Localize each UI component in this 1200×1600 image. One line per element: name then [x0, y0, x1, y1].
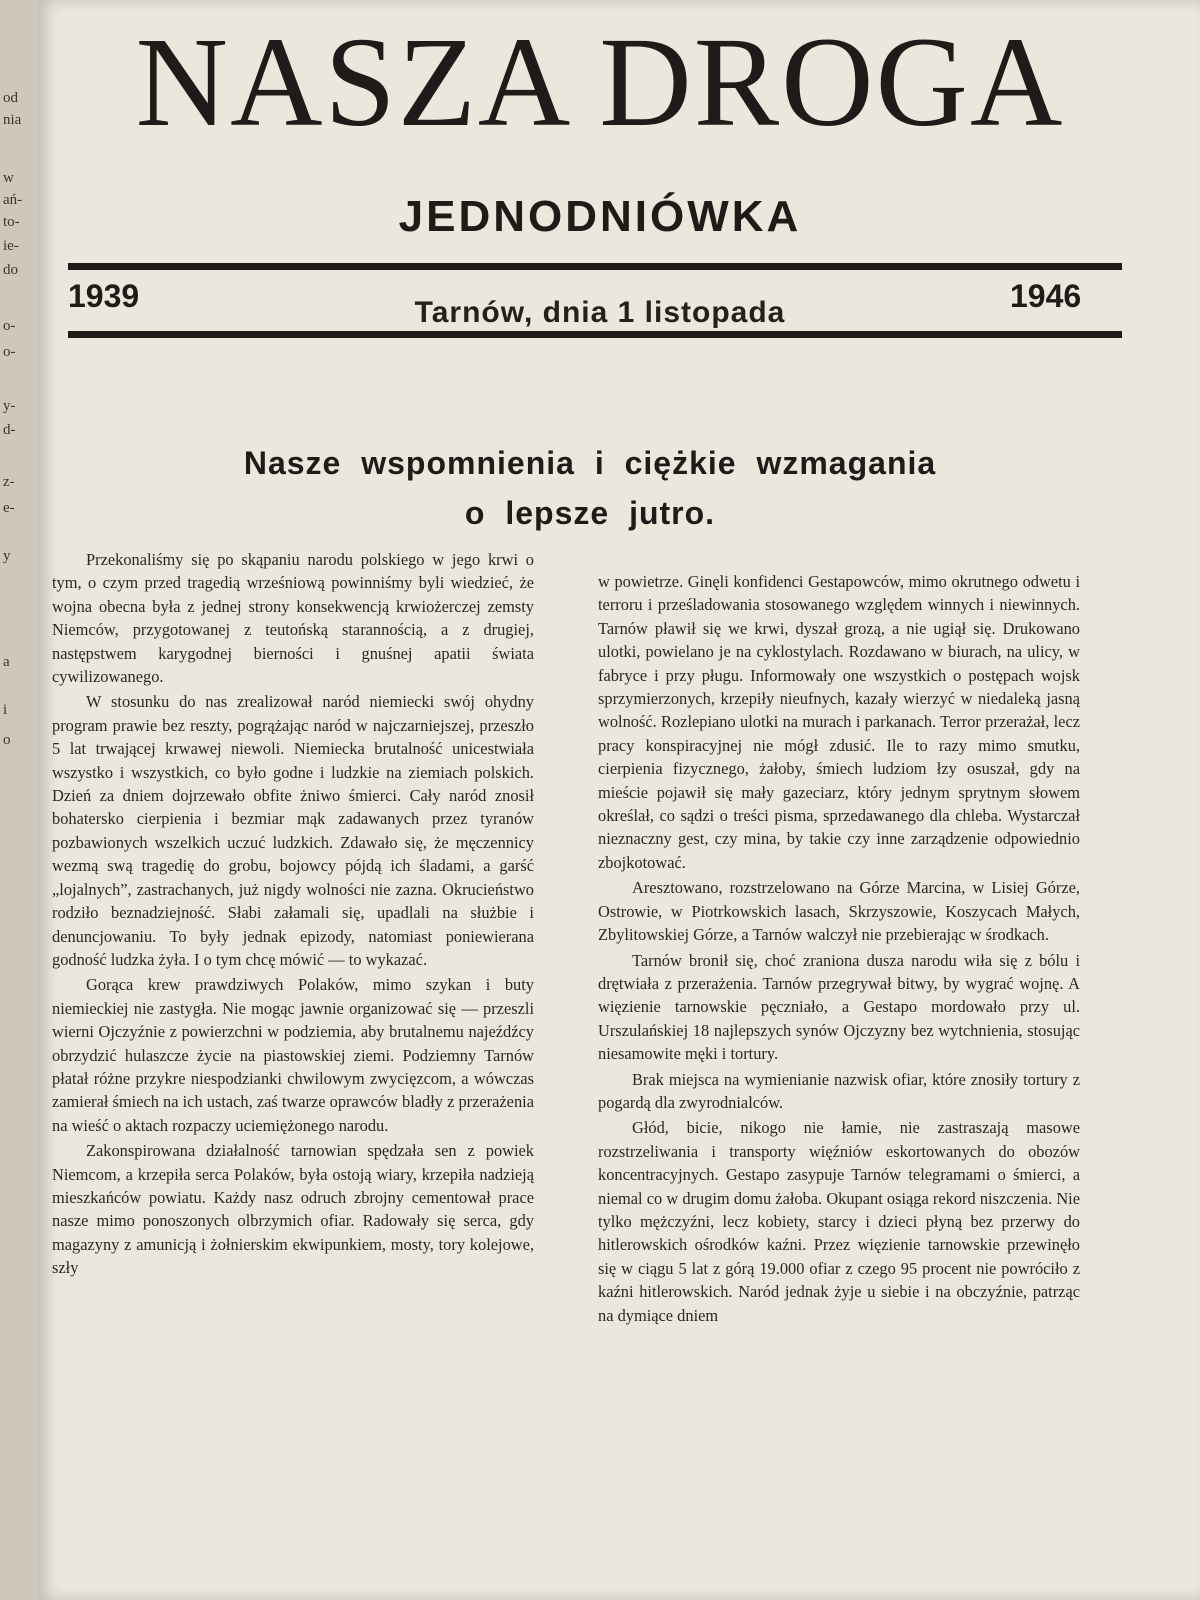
margin-fragment: od	[3, 90, 18, 106]
margin-fragment: y-	[3, 398, 16, 414]
paragraph: Aresztowano, rozstrzelowano na Górze Marcina, w Lisiej Górze, Ostrowie, w Piotrkowskich lasach, Skrzyszowie, Koszycach Małych, Zbylitowskiej Górze, a Tarnów walczył nie przebierając w środkach.	[598, 878, 1080, 945]
article-column-right	[598, 570, 1080, 1329]
margin-fragment: ie-	[3, 238, 19, 254]
margin-fragment: ań-	[3, 192, 23, 208]
paragraph: Zakonspirowana działalność tarnowian spędzała sen z powiek Niemcom, a krzepiła serca Polaków, była ostoją wiary, krzepiła nadzieją mieszkańców powiatu. Każdy nasz odruch zbrojny cementował prace nasze mimo ponoszonych olbrzymich ofiar. Radowały się serca, gdy magazyny z amunicją i żołnierskim ekwipunkiem, mosty, tory kolejowe, szły	[52, 1141, 534, 1278]
margin-fragment: i	[3, 702, 8, 718]
previous-page-margin	[0, 0, 38, 1600]
margin-fragment: o	[3, 732, 11, 748]
margin-fragment: w	[3, 170, 14, 186]
article-headline	[150, 438, 1030, 538]
margin-fragment: nia	[3, 112, 22, 128]
paragraph: W stosunku do nas zrealizował naród niemiecki swój ohydny program prawie bez reszty, pogrążając naród w najczarniejszej, przeszło 5 lat trwającej krwawej niewoli. Niemiecka brutalność unicestwiała wszystko i wszystkich, co było godne i ludzkie na ziemiach polskich. Dzień za dniem dojrzewało obfite żniwo śmierci. Cały naród znosił bohatersko cierpienia i bezmiar mąk zadawanych przez tyranów pozbawionych wszelkich uczuć ludzkich. Zdawało się, że męczennicy wezmą swą tragedię do grobu, bojowcy pójdą ich śladami, a garść „lojalnych”, zastrachanych, już nigdy wolności nie zazna. Okrucieństwo rodziło beznadziejność. Słabi załamali się, upadlali na służbie i denuncjowaniu. To były jednak epizody, natomiast poniewierana godność ludzka żyła. I o tym chcę mówić — to wykazać.	[52, 692, 534, 969]
margin-fragment: o-	[3, 344, 16, 360]
margin-fragment: d-	[3, 422, 16, 438]
paragraph: Przekonaliśmy się po skąpaniu narodu polskiego w jego krwi o tym, o czym przed tragedią wrześniową powinniśmy byli wiedzieć, że wojna obecna była z jednej strony konsekwencją krwiożerczej zemsty Niemców, przygotowanej z teutońską starannością, a z drugiej, następstwem karygodnej bierności i gnuśnej apatii świata cywilizowanego.	[52, 550, 534, 687]
margin-fragment: z-	[3, 474, 15, 490]
margin-fragment: to-	[3, 214, 20, 230]
paragraph: w powietrze. Ginęli konfidenci Gestapowców, mimo okrutnego odwetu i terroru i prześladowania stosowanego względem winnych i niewinnych. Tarnów pławił się we krwi, dyszał grozą, a nie ugiął się. Drukowano ulotki, powielano je na cyklostylach. Rozdawano w biurach, na ulicy, w fabryce i przy pługu. Informowały one wszystkich o postępach wojsk sprzymierzonych, krzepiły nieufnych, kazały wierzyć w niedaleką jasną wolność. Rozlepiano ulotki na murach i parkanach. Terror przerażał, lecz pracy konspiracyjnej nie mógł zdusić. Ile to razy mimo smutku, cierpienia fizycznego, żałoby, śmiech ludziom łzy osuszał, gdy na mieście pojawił się mały gazeciarz, który jednym sprytnym słowem określał, co sądzi o treści pisma, sprzedawanego dla chleba. Wystarczał nieznaczny gest, czy mina, by takie czy inne zarządzenie odpowiednio zbojkotować.	[598, 572, 1080, 872]
headline-line-2: o lepsze jutro.	[464, 495, 716, 531]
margin-fragment: a	[3, 654, 10, 670]
margin-fragment: o-	[3, 318, 16, 334]
article-column-left	[52, 548, 534, 1282]
masthead-title: NASZA DROGA	[135, 11, 1065, 153]
dateline: Tarnów, dnia 1 listopada	[414, 296, 786, 329]
headline-line-1: Nasze wspomnienia i ciężkie wzmagania	[243, 445, 937, 481]
paragraph: Głód, bicie, nikogo nie łamie, nie zastraszają masowe rozstrzeliwania i transporty więźniów eskortowanych do obozów koncentracyjnych. Gestapo zasypuje Tarnów telegramami o śmierci, a niemal co w drugim domu żałoba. Okupant osiąga rekord niszczenia. Nie tylko mężczyźni, lecz kobiety, starcy i dzieci płyną bez przerwy do hitlerowskich ośrodków kaźni. Przez więzienie tarnowskie przewinęło się w ciągu 5 lat z górą 19.000 ofiar z czego 95 procent nie powróciło z kaźni hitlerowskich. Naród jednak żyje u siebie i na obczyźnie, patrząc na dymiące dniem	[598, 1118, 1080, 1325]
year-start: 1939	[68, 278, 140, 314]
masthead-rule-bottom	[68, 331, 1122, 338]
margin-fragment: y	[3, 548, 11, 564]
margin-fragment: do	[3, 262, 18, 278]
paragraph: Tarnów bronił się, choć zraniona dusza narodu wiła się z bólu i drętwiała z przerażenia. Tarnów przegrywał bitwy, by wygrać wojnę. A więzienie tarnowskie pęczniało, a Gestapo mordowało przy ul. Urszulańskiej 18 najlepszych synów Ojczyzny bez wytchnienia, stosując niesamowite męki i tortury.	[598, 950, 1080, 1064]
paragraph: Brak miejsca na wymienianie nazwisk ofiar, które znosiły tortury z pogardą dla zwyrodnialców.	[598, 1069, 1080, 1112]
year-end: 1946	[1010, 278, 1082, 314]
paragraph: Gorąca krew prawdziwych Polaków, mimo szykan i buty niemieckiej nie zastygła. Nie mogąc jawnie organizować się — przeszli wierni Ojczyźnie z powierzchni w podziemia, aby brutalnemu najeźdźcy obrzydzić hulaszcze życie na piastowskiej ziemi. Podziemny Tarnów płatał różne przykre niespodzianki chwilowym zwycięzcom, a wówczas zamierał śmiech na ich ustach, zaś twarze oprawców bladły z przerażenia na wieść o aktach rozpaczy uciemiężonego narodu.	[52, 975, 534, 1135]
margin-fragment: e-	[3, 500, 15, 516]
masthead-subtitle: JEDNODNIÓWKA	[398, 192, 802, 241]
masthead-rule-top	[68, 263, 1122, 270]
